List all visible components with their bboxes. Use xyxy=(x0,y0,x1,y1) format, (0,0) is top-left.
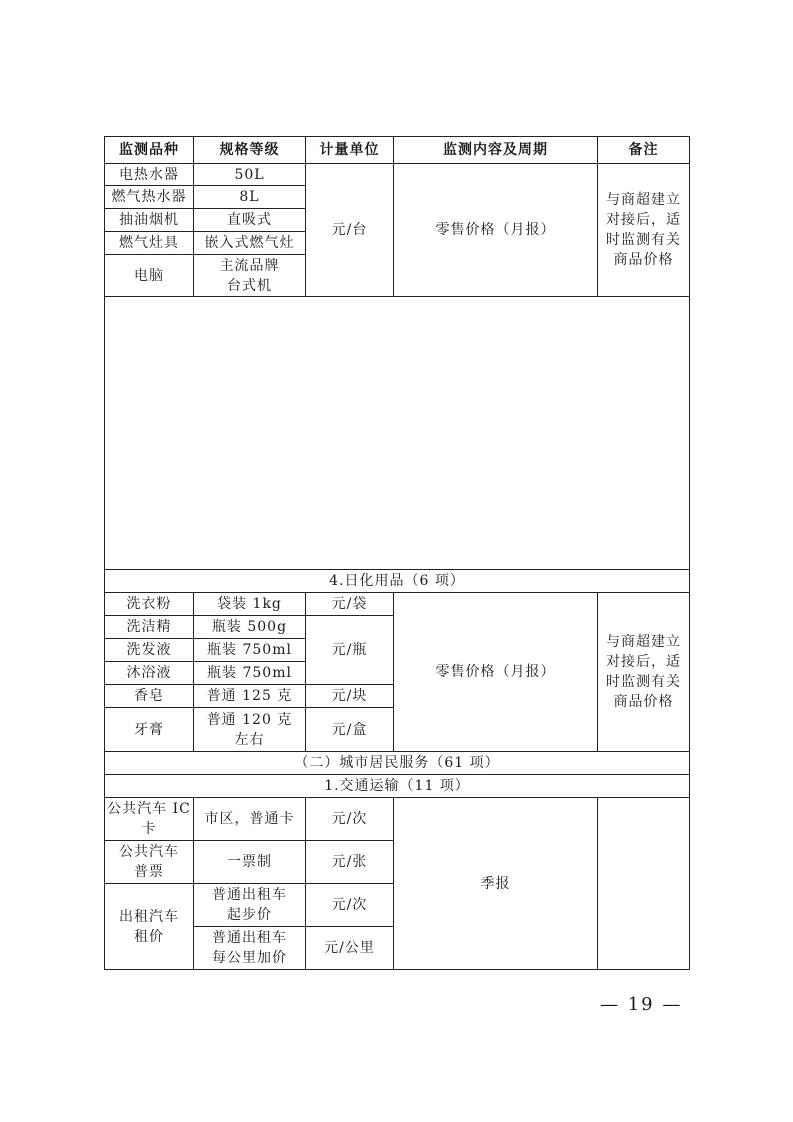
header-item: 监测品种 xyxy=(105,137,194,164)
spec-line: 普通出租车 xyxy=(212,930,287,946)
unit-cell: 元/块 xyxy=(306,685,394,708)
price-monitoring-table xyxy=(104,136,690,970)
blank-cell xyxy=(105,297,690,570)
note-cell xyxy=(598,164,690,297)
item-line: 普票 xyxy=(134,864,164,880)
spec-cell: 瓶装 500g xyxy=(194,616,306,639)
item-cell xyxy=(105,798,194,841)
spec-line: 主流品牌 xyxy=(219,257,280,274)
unit-cell: 元/次 xyxy=(306,884,394,927)
section-row xyxy=(105,752,690,775)
unit-cell: 元/次 xyxy=(306,798,394,841)
spec-line: 起步价 xyxy=(227,907,272,923)
unit-cell: 元/台 xyxy=(306,164,394,297)
item-cell: 洗洁精 xyxy=(105,616,194,639)
spec-cell: 嵌入式燃气灶 xyxy=(194,232,306,255)
header-unit: 计量单位 xyxy=(306,137,394,164)
item-cell: 洗发液 xyxy=(105,639,194,662)
item-cell xyxy=(105,841,194,884)
header-content: 监测内容及周期 xyxy=(394,137,598,164)
item-cell: 电脑 xyxy=(105,255,194,297)
table-header-row xyxy=(105,137,690,164)
content-cell: 零售价格（月报） xyxy=(394,593,598,752)
note-line: 时监测有关 xyxy=(606,232,681,248)
item-cell: 香皂 xyxy=(105,685,194,708)
spec-cell: 直吸式 xyxy=(194,209,306,232)
item-line: 公共汽车 xyxy=(119,844,179,860)
table-row xyxy=(105,798,690,841)
item-cell: 抽油烟机 xyxy=(105,209,194,232)
item-line: 租价 xyxy=(134,928,164,945)
item-cell: 沐浴液 xyxy=(105,662,194,685)
spec-line: 台式机 xyxy=(227,277,272,294)
header-spec: 规格等级 xyxy=(194,137,306,164)
item-cell: 洗衣粉 xyxy=(105,593,194,616)
item-line: 卡 xyxy=(141,821,157,837)
item-cell: 电热水器 xyxy=(105,164,194,186)
table-row xyxy=(105,164,690,186)
item-line: 公共汽车 IC xyxy=(107,801,191,817)
section-transport: 1.交通运输（11 项） xyxy=(105,775,690,798)
note-line: 与商超建立 xyxy=(606,192,681,208)
spec-cell: 瓶装 750ml xyxy=(194,662,306,685)
spec-line: 每公里加价 xyxy=(212,950,287,966)
spec-cell: 一票制 xyxy=(194,841,306,884)
spec-cell xyxy=(194,927,306,970)
spec-cell: 瓶装 750ml xyxy=(194,639,306,662)
spec-cell: 市区，普通卡 xyxy=(194,798,306,841)
section-row xyxy=(105,775,690,798)
blank-row xyxy=(105,297,690,570)
spec-line: 左右 xyxy=(234,731,265,748)
spec-line: 普通出租车 xyxy=(212,887,287,903)
spec-cell xyxy=(194,255,306,297)
unit-cell: 元/张 xyxy=(306,841,394,884)
section-city-services: （二）城市居民服务（61 项） xyxy=(105,752,690,775)
unit-cell: 元/公里 xyxy=(306,927,394,970)
note-line: 商品价格 xyxy=(613,694,674,710)
note-line: 与商超建立 xyxy=(606,634,681,650)
page-number: — 19 — xyxy=(600,994,683,1015)
unit-cell: 元/盒 xyxy=(306,708,394,752)
table-row xyxy=(105,593,690,616)
spec-cell xyxy=(194,884,306,927)
spec-cell: 袋装 1kg xyxy=(194,593,306,616)
spec-line: 普通 120 克 xyxy=(206,711,293,728)
note-cell xyxy=(598,798,690,970)
note-line: 时监测有关 xyxy=(606,674,681,690)
unit-cell: 元/袋 xyxy=(306,593,394,616)
item-cell: 燃气灶具 xyxy=(105,232,194,255)
content-cell: 季报 xyxy=(394,798,598,970)
item-cell xyxy=(105,884,194,970)
item-cell: 燃气热水器 xyxy=(105,186,194,209)
spec-cell: 8L xyxy=(194,186,306,209)
header-note: 备注 xyxy=(598,137,690,164)
item-line: 出租汽车 xyxy=(119,908,179,925)
note-line: 对接后，适 xyxy=(606,654,681,670)
spec-cell: 50L xyxy=(194,164,306,186)
section-daily-chemicals: 4.日化用品（6 项） xyxy=(105,570,690,593)
note-cell xyxy=(598,593,690,752)
note-line: 商品价格 xyxy=(613,252,674,268)
unit-cell: 元/瓶 xyxy=(306,616,394,685)
spec-cell: 普通 125 克 xyxy=(194,685,306,708)
item-cell: 牙膏 xyxy=(105,708,194,752)
section-row xyxy=(105,570,690,593)
spec-cell xyxy=(194,708,306,752)
content-cell: 零售价格（月报） xyxy=(394,164,598,297)
note-line: 对接后，适 xyxy=(606,212,681,228)
